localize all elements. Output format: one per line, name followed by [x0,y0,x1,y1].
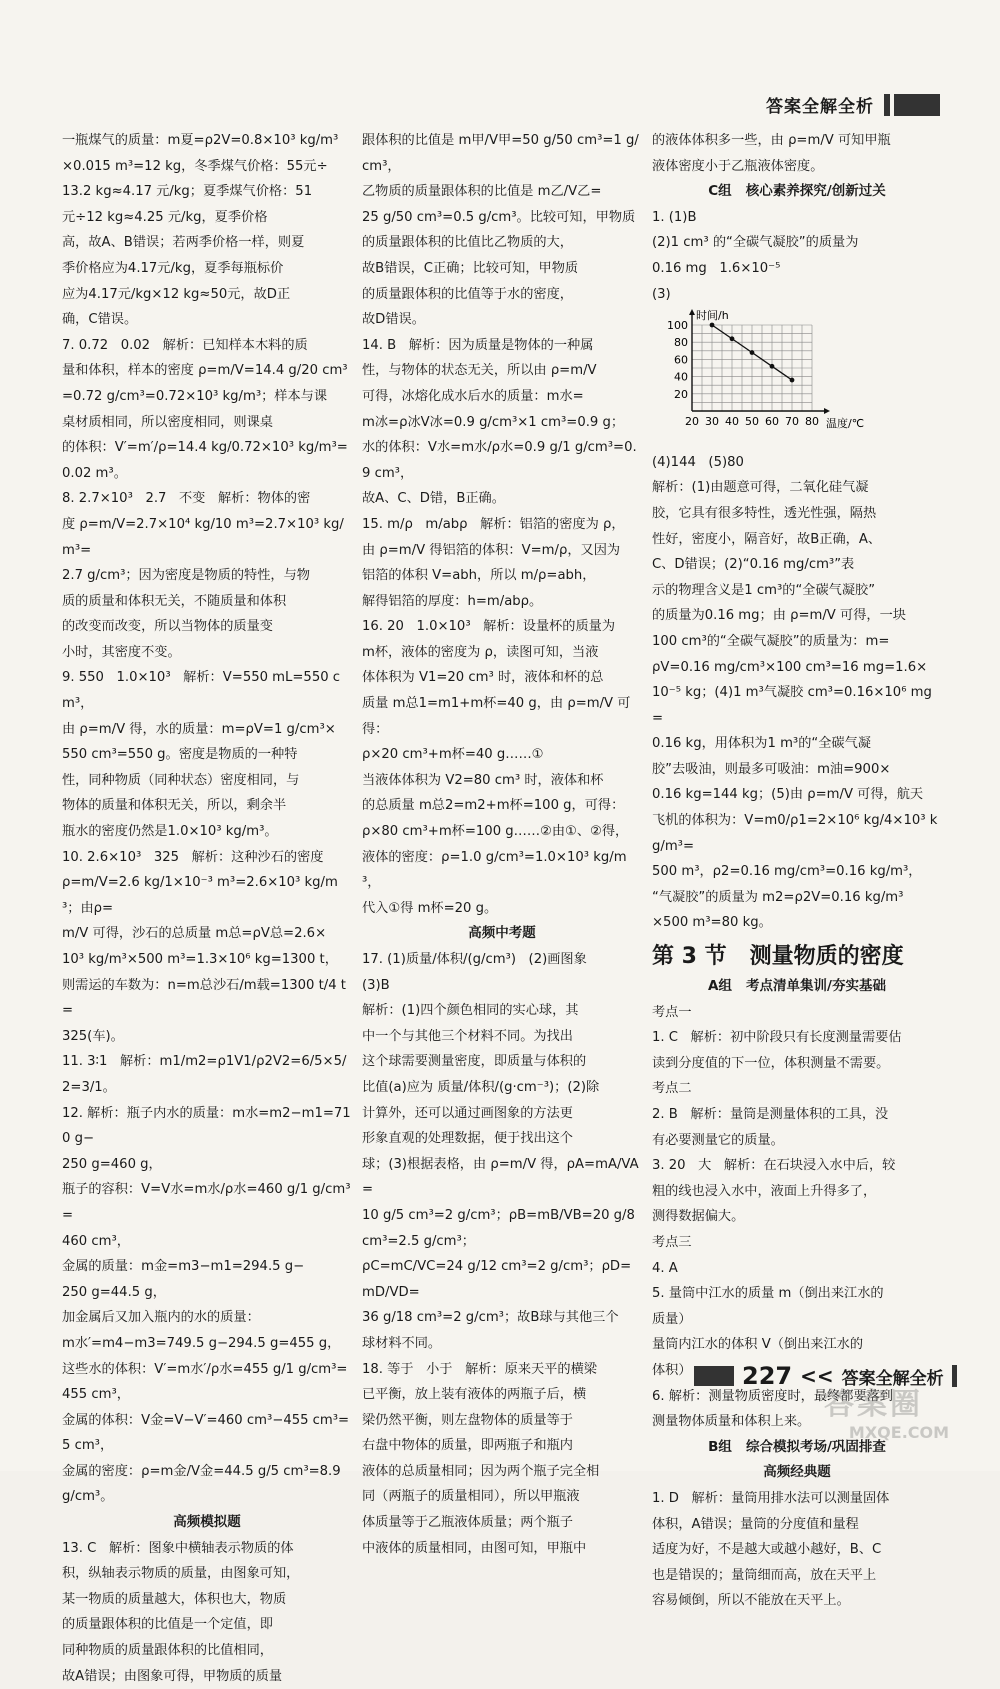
text-line: 体质量等于乙瓶液体质量；两个瓶子 [362,1515,573,1531]
text-line: 粗的线也浸入水中，液面上升得多了， [652,1183,877,1199]
text-line: 0.02 m³。 [62,465,127,481]
text-line: m/V 可得，沙石的总质量 m总=ρV总=2.6× [62,926,327,942]
text-line: 460 cm³， [62,1233,130,1249]
text-line: 这些水的体积：V′=m水′/ρ水=455 g/1 g/cm³= [62,1361,348,1377]
data-point [790,378,795,383]
text-line: 金属的体积：V金=V−V′=460 cm³−455 cm³= [62,1412,350,1428]
text-line: 500 m³，ρ2=0.16 mg/cm³=0.16 kg/m³， [652,864,922,880]
text-line: 适度为好，不是越大或越小越好，B、C [652,1542,882,1558]
watermark-logo [824,1379,974,1459]
text-line: ρC=mC/VC=24 g/12 cm³=2 g/cm³；ρD=mD/VD= [362,1259,632,1300]
text-line: 的改变而改变，所以当物体的质量变 [62,619,273,635]
y-tick-label: 80 [674,336,688,350]
x-axis-label: 温度/℃ [826,417,865,431]
text-line: 的总质量 m总2=m2+m杯=100 g，可得： [362,798,625,814]
text-line: (2)1 cm³ 的“全碳气凝胶”的质量为 [652,235,859,251]
text-line: 度 ρ=m/V=2.7×10⁴ kg/10 m³=2.7×10³ kg/m³= [62,516,344,558]
text-line: 由 ρ=m/V 得铝箔的体积：V=m/ρ，又因为 [362,542,621,558]
y-tick-label: 60 [674,353,688,367]
text-line: 7. 0.72 0.02 解析：已知样本木料的质 [62,337,308,353]
text-line: 15. m/ρ m/abρ 解析：铝箔的密度为 ρ， [362,516,625,532]
text-line: 故A错误；由图象可得，甲物质的质量 [62,1668,283,1684]
header-decoration [884,94,940,116]
text-line: 的质量为0.16 mg；由 ρ=m/V 可得，一块 [652,608,906,624]
text-line: 14. B 解析：因为质量是物体的一种属 [362,337,594,353]
text-line: 13. C 解析：图象中横轴表示物质的体 [62,1540,294,1556]
text-line: 示的物理含义是1 cm³的“全碳气凝胶” [652,582,876,598]
data-point [730,337,735,342]
text-line: 则需运的车数为：n=m总沙石/m载=1300 t/4 t= [62,977,346,1019]
x-tick-label: 50 [745,415,759,429]
text-line: (4)144 (5)80 [652,454,744,470]
text-line: 读到分度值的下一位，体积测量不需要。 [652,1055,890,1071]
text-line: 250 g=460 g， [62,1156,162,1172]
text-line: 瓶子的容积：V=V水=m水/ρ水=460 g/1 g/cm³= [62,1182,351,1223]
text-line: ρ×20 cm³+m杯=40 g……① [362,747,544,763]
y-tick-label: 20 [674,387,688,401]
text-line: C组 核心素养探究/创新过关 [708,183,886,200]
text-line: 0.16 kg，用体积为1 m³的“全碳气凝 [652,736,871,752]
header-title: 答案全解全析 [766,97,874,117]
text-line: 金属的密度：ρ=m金/V金=44.5 g/5 cm³=8.9 g/cm³。 [62,1463,345,1505]
x-axis-arrow [824,408,830,414]
text-line: 加金属后又加入瓶内的水的质量： [62,1310,260,1326]
text-line: B组 综合模拟考场/巩固排查 [708,1438,886,1455]
text-line: ρ=m/V=2.6 kg/1×10⁻³ m³=2.6×10³ kg/m³；由ρ= [62,875,338,916]
text-line: 考点一 [652,1004,692,1020]
text-line: 325(车)。 [62,1028,124,1044]
text-line: 应为4.17元/kg×12 kg≈50元，故D正 [62,286,291,302]
text-line: 第 3 节 测量物质的密度 [652,944,904,970]
text-line: 液体密度小于乙瓶液体密度。 [652,158,824,174]
text-line: 故B错误，C正确；比较可知，甲物质 [362,260,579,276]
text-line: 10⁻⁵ kg；(4)1 m³气凝胶 cm³=0.16×10⁶ mg= [652,685,932,726]
text-line: 550 cm³=550 g。密度是物质的一种特 [62,747,298,763]
y-tick-label: 100 [667,319,688,333]
text-line: 25 g/50 cm³=0.5 g/cm³。比较可知，甲物质 [362,209,636,225]
text-line: 10. 2.6×10³ 325 解析：这种沙石的密度 [62,849,324,865]
column-middle [362,128,642,1556]
text-line: 250 g=44.5 g， [62,1284,166,1300]
text-line: 同（两瓶子的质量相同），所以甲瓶液 [362,1489,580,1505]
watermark-bottom: MXQE.COM [848,1423,950,1442]
text-line: 液体的总质量相同；因为两个瓶子完全相 [362,1463,600,1479]
text-line: 0.16 mg 1.6×10⁻⁵ [652,260,781,276]
text-line: 可得，冰熔化成水后水的质量：m水= [362,388,584,404]
text-line: 质的质量和体积无关，不随质量和体积 [62,593,287,609]
text-line: 确，C错误。 [62,312,138,328]
text-line: 右盘中物体的质量，即两瓶子和瓶内 [362,1438,573,1454]
text-line: 高频模拟题 [173,1514,241,1531]
text-line: 故A、C、D错，B正确。 [362,491,505,507]
text-line: 解得铝箔的厚度：h=m/abρ。 [362,593,543,609]
text-line: 胶，它具有很多特性，透光性强，隔热 [652,505,877,521]
text-line: m水′=m4−m3=749.5 g−294.5 g=455 g， [62,1335,341,1351]
text-line: 9. 550 1.0×10³ 解析：V=550 mL=550 cm³， [62,670,341,712]
text-line: 水的体积：V水=m水/ρ水=0.9 g/1 g/cm³=0.9 cm³， [362,440,637,481]
text-line: 测得数据偏大。 [652,1209,745,1225]
text-line: 飞机的体积为：V=m0/ρ1=2×10⁶ kg/4×10³ kg/m³= [652,813,938,854]
text-line: 1. D 解析：量筒用排水法可以测量固体 [652,1490,890,1506]
text-line: 12. 解析：瓶子内水的质量：m水=m2−m1=710 g− [62,1105,351,1147]
text-line: 1. (1)B [652,209,697,225]
footer-decoration [694,1366,734,1386]
text-line: 瓶水的密度仍然是1.0×10³ kg/m³。 [62,824,278,840]
text-line: 球材料不同。 [362,1335,442,1351]
text-line: 物体的质量和体积无关，所以，剩余半 [62,798,287,814]
text-line: 高频经典题 [763,1464,831,1481]
text-line: 一瓶煤气的质量：m夏=ρ2V=0.8×10³ kg/m³ [62,133,339,148]
y-tick-label: 40 [674,370,688,384]
text-line: 考点三 [652,1234,692,1250]
page-number: 227 [742,1362,793,1390]
text-line: 中液体的质量相同，由图可知，甲瓶中 [362,1540,587,1556]
text-line: 100 cm³的“全碳气凝胶”的质量为：m= [652,633,890,649]
text-line: 由 ρ=m/V 得，水的质量：m=ρV=1 g/cm³× [62,721,336,737]
text-line: 16. 20 1.0×10³ 解析：设量杯的质量为 [362,619,616,635]
text-line: 的质量跟体积的比值是一个定值，即 [62,1617,273,1633]
text-line: 跟体积的比值是 m甲/V甲=50 g/50 cm³=1 g/cm³， [362,133,639,174]
text-line: 中一个与其他三个材料不同。为找出 [362,1028,573,1044]
text-line: 形象直观的处理数据，便于找出这个 [362,1131,573,1147]
text-line: 6. 解析：测量物质密度时，最终都要落到 [652,1388,893,1404]
text-line: 体体积为 V1=20 cm³ 时，液体和杯的总 [362,670,604,686]
x-tick-label: 80 [805,415,819,429]
text-line: 10 g/5 cm³=2 g/cm³；ρB=mB/VB=20 g/8 cm³=2.5 g/cm³； [362,1207,640,1249]
text-line: 这个球需要测量密度，即质量与体积的 [362,1054,587,1070]
x-tick-label: 40 [725,415,739,429]
text-line: 5. 量筒中江水的质量 m（倒出来江水的 [652,1286,884,1302]
text-line: 性，与物体的状态无关，所以由 ρ=m/V [362,363,597,379]
text-line: 金属的质量：m金=m3−m1=294.5 g− [62,1259,305,1275]
text-line: 13.2 kg≈4.17 元/kg；夏季煤气价格：51 [62,184,313,200]
text-line: 季价格应为4.17元/kg，夏季每瓶标价 [62,260,284,276]
temperature-time-graph [652,309,865,436]
text-line: 2.7 g/cm³；因为密度是物质的特性，与物 [62,568,310,584]
text-line: A组 考点清单集训/夯实基础 [708,978,886,995]
text-line: 解析：(1)四个颜色相同的实心球，其 [362,1003,579,1019]
text-line: 小时，其密度不变。 [62,644,181,660]
text-line: 代入①得 m杯=20 g。 [362,900,498,916]
text-line: 考点二 [652,1081,692,1097]
text-line: m杯，液体的密度为 ρ，读图可知，当液 [362,644,599,660]
text-line: 高，故A、B错误；若两季价格一样，则夏 [62,235,305,251]
text-line: “气凝胶”的质量为 m2=ρ2V=0.16 kg/m³ [652,889,904,905]
column-right [652,128,942,1609]
text-line: 量筒内江水的体积 V（倒出来江水的 [652,1337,864,1353]
watermark-top: 答案圈 [824,1387,923,1422]
text-line: 2. B 解析：量筒是测量体积的工具，没 [652,1107,889,1122]
text-line: 解析：(1)由题意可得，二氧化硅气凝 [652,480,869,496]
text-line: 容易倾倒，所以不能放在天平上。 [652,1593,850,1609]
text-line: m冰=ρ冰V冰=0.9 g/cm³×1 cm³=0.9 g； [362,414,625,430]
text-line: 已平衡，放上装有液体的两瓶子后，横 [362,1387,587,1403]
text-line: (3)B [362,977,390,993]
footer-arrows: << [800,1364,834,1388]
text-line: ×0.015 m³=12 kg，冬季煤气价格：55元÷ [62,158,328,174]
text-line: 铝箔的体积 V=abh，所以 m/ρ=abh， [362,568,596,584]
text-line: 量和体积，样本的密度 ρ=m/V=14.4 g/20 cm³ [62,363,348,379]
column-left [62,128,352,1684]
text-line: 某一物质的质量越大，体积也大，物质 [62,1591,287,1607]
text-line: =0.72 g/cm³=0.72×10³ kg/m³；样本与课 [62,388,328,404]
text-line: 有必要测量它的质量。 [652,1132,784,1148]
text-line: 的质量跟体积的比值比乙物质的大， [362,235,573,251]
text-line: 桌材质相同，所以密度相同，则课桌 [62,414,273,430]
x-tick-label: 30 [705,415,719,429]
data-point [770,364,775,369]
footer-title: 答案全解全析 [841,1368,944,1389]
text-line: 故D错误。 [362,312,425,328]
text-line: 测量物体质量和体积上来。 [652,1414,811,1430]
text-line: 也是错误的；量筒细而高，放在天平上 [652,1567,877,1583]
text-line: ρ×80 cm³+m杯=100 g……②由①、②得， [362,824,629,840]
text-line: 11. 3∶1 解析：m1/m2=ρ1V1/ρ2V2=6/5×5/2=3/1。 [62,1054,347,1095]
text-line: 质量） [652,1311,692,1327]
data-point [750,350,755,355]
text-line: 10³ kg/m³×500 m³=1.3×10⁶ kg=1300 t， [62,952,338,967]
text-line: 455 cm³， [62,1387,130,1403]
text-line: 0.16 kg=144 kg；(5)由 ρ=m/V 可得，航天 [652,787,924,803]
x-tick-label: 60 [765,415,779,429]
x-tick-label: 20 [685,415,699,429]
text-line: 17. (1)质量/体积/(g/cm³) (2)画图象 [362,952,587,967]
text-line: 的体积：V′=m′/ρ=14.4 kg/0.72×10³ kg/m³= [62,440,348,456]
text-line: 3. 20 大 解析：在石块浸入水中后，较 [652,1158,896,1174]
text-line: C、D错误；(2)“0.16 mg/cm³”表 [652,557,855,573]
text-line: 体积，A错误；量筒的分度值和量程 [652,1516,859,1532]
text-line: 比值(a)应为 质量/体积/(g·cm⁻³)；(2)除 [362,1079,600,1095]
text-line: 4. A [652,1260,678,1276]
text-line: 积，纵轴表示物质的质量，由图象可知， [62,1566,300,1582]
text-line: 乙物质的质量跟体积的比值是 m乙/V乙= [362,184,602,200]
text-line: 18. 等于 小于 解析：原来天平的横梁 [362,1361,597,1377]
text-line: 8. 2.7×10³ 2.7 不变 解析：物体的密 [62,491,311,507]
text-line: 当液体体积为 V2=80 cm³ 时，液体和杯 [362,772,604,788]
text-line: 5 cm³， [62,1438,114,1454]
text-line: 体积） [652,1362,692,1378]
text-line: 36 g/18 cm³=2 g/cm³；故B球与其他三个 [362,1310,619,1326]
text-line: 元÷12 kg≈4.25 元/kg，夏季价格 [62,209,268,225]
text-line: 性好，密度小，隔音好，故B正确，A、 [652,531,882,547]
text-line: 液体的密度：ρ=1.0 g/cm³=1.0×10³ kg/m³， [362,849,627,891]
text-line: ρV=0.16 mg/cm³×100 cm³=16 mg=1.6× [652,659,928,675]
text-line: 的液体体积多一些，由 ρ=m/V 可知甲瓶 [652,133,891,148]
text-line: 性，同种物质（同种状态）密度相同，与 [62,772,300,788]
x-tick-label: 70 [785,415,799,429]
text-line: 同种物质的质量跟体积的比值相同， [62,1643,273,1659]
text-line: 球；(3)根据表格，由 ρ=m/V 得，ρA=mA/VA= [362,1156,639,1198]
text-line: (3) [652,286,671,302]
text-line: 1. C 解析：初中阶段只有长度测量需要估 [652,1030,902,1046]
text-line: 高频中考题 [468,925,536,942]
text-line: 质量 m总1=m1+m杯=40 g，由 ρ=m/V 可得： [362,696,631,737]
text-line: 胶”去吸油，则最多可吸油：m油=900× [652,761,891,777]
data-point [710,323,715,328]
text-line: 梁仍然平衡，则左盘物体的质量等于 [362,1412,573,1428]
text-line: 的质量跟体积的比值等于水的密度， [362,286,573,302]
text-line: 计算外，还可以通过画图象的方法更 [362,1105,573,1121]
text-line: ×500 m³=80 kg。 [652,915,772,931]
column-right-top [652,128,942,307]
y-axis-label: 时间/h [696,309,729,323]
y-axis-arrow [689,309,695,315]
page-header [766,92,940,117]
